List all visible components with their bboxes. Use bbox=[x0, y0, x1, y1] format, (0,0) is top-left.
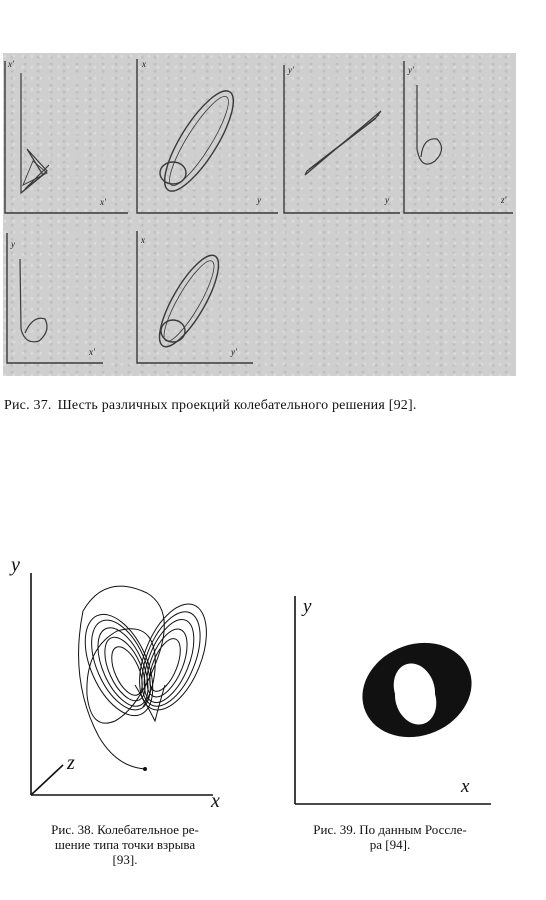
figure-38-trajectory bbox=[71, 586, 219, 769]
figure-38-y-label: y bbox=[11, 554, 20, 576]
figure-39-x-label: x bbox=[461, 776, 470, 797]
panel-3-y-label: y' bbox=[288, 65, 294, 75]
figure-38-caption bbox=[24, 822, 226, 867]
panel-2-x-label: y bbox=[257, 195, 261, 205]
figure-37-panels bbox=[3, 53, 516, 376]
figure-38-z-axis bbox=[31, 765, 63, 795]
panel-4-x-label: z' bbox=[501, 195, 507, 205]
figure-37-caption-prefix: Рис. 37. bbox=[4, 398, 52, 413]
panel-1-x-label: x' bbox=[100, 197, 106, 207]
panel-4 bbox=[404, 61, 513, 213]
figure-39-caption bbox=[283, 822, 497, 852]
figure-38 bbox=[5, 545, 245, 820]
panel-6-y-label: x bbox=[141, 235, 145, 245]
panel-1 bbox=[5, 61, 128, 213]
panel-5-x-label: x' bbox=[89, 347, 95, 357]
panel-6 bbox=[137, 231, 253, 363]
figure-38-z-label: z bbox=[67, 752, 75, 774]
figure-37-caption bbox=[4, 398, 524, 414]
panel-2-y-label: x bbox=[142, 59, 146, 69]
figure-39-y-label: y bbox=[303, 596, 312, 617]
figure-38-caption-line2: шение типа точки взрыва bbox=[54, 837, 196, 852]
panel-1-y-label: x' bbox=[8, 59, 14, 69]
figure-38-x-label: x bbox=[211, 790, 220, 812]
panel-3 bbox=[284, 65, 400, 213]
panel-3-x-label: y bbox=[385, 195, 389, 205]
panel-2 bbox=[137, 59, 278, 213]
panel-4-y-label: y' bbox=[408, 65, 414, 75]
figure-38-start-point bbox=[143, 767, 147, 771]
figure-39 bbox=[285, 590, 500, 815]
panel-6-x-label: y' bbox=[231, 347, 237, 357]
panel-5-y-label: y bbox=[11, 239, 15, 249]
figure-37-plate bbox=[3, 53, 516, 376]
figure-38-caption-line3: [93]. bbox=[112, 852, 138, 867]
figure-39-caption-line2: ра [94]. bbox=[369, 837, 411, 852]
figure-38-plot bbox=[5, 545, 245, 815]
figure-39-attractor-ring bbox=[362, 643, 471, 737]
figure-37-caption-text: Шесть различных проекций колебательного решения [92]. bbox=[57, 398, 417, 413]
figure-39-plot bbox=[285, 590, 500, 810]
panel-5 bbox=[7, 233, 103, 363]
figure-39-caption-line1: Рис. 39. По данным Россле- bbox=[313, 822, 467, 837]
figure-38-caption-line1: Рис. 38. Колебательное ре- bbox=[51, 822, 199, 837]
